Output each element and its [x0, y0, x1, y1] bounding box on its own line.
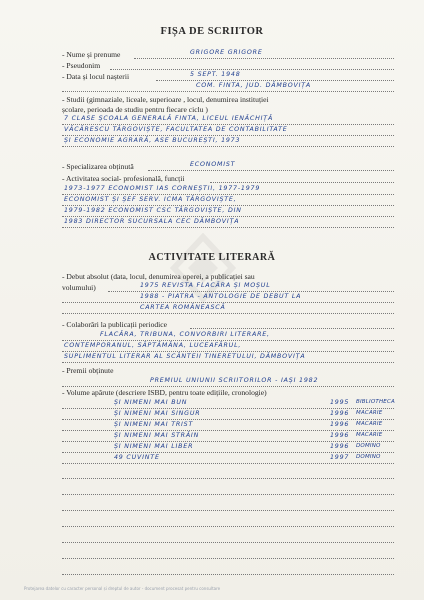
volume-title: ȘI NIMENI MAI BUN	[114, 399, 188, 406]
footer-text: Protejarea datelor cu caracter personal și dreptul de autor - document procesat pentru consultare	[24, 586, 221, 591]
volume-publisher: MACARIE	[356, 432, 383, 438]
dotted-line	[108, 291, 394, 292]
dotted-line	[62, 386, 394, 387]
dotted-line	[62, 91, 394, 92]
dotted-line	[62, 452, 394, 453]
dotted-line	[62, 574, 394, 575]
nume-label: - Nume și prenume	[62, 50, 121, 59]
nume-value: GRIGORE GRIGORE	[190, 49, 263, 56]
specializarea-label: - Specializarea obținută	[62, 162, 134, 171]
dotted-line	[62, 194, 394, 195]
studii-label-2: școlare, perioada de studiu pentru fiecare ciclu )	[62, 105, 208, 114]
volume-title: ȘI NIMENI MAI TRIST	[114, 421, 194, 428]
debut-label-1: - Debut absolut (data, locul, denumirea operei, a publicației sau	[62, 272, 255, 281]
locul-nasterii-value: COM. FINTA, JUD. DÂMBOVIȚA	[196, 82, 311, 89]
debut-value-1: 1975 REVISTA FLACĂRA ȘI MOȘUL	[140, 282, 271, 289]
dotted-line	[134, 58, 394, 59]
dotted-line	[62, 227, 394, 228]
activitatea-label: - Activitatea social- profesională, funcții	[62, 174, 185, 183]
volume-year: 1996	[330, 432, 350, 439]
dotted-line	[62, 216, 394, 217]
dotted-line	[190, 328, 394, 329]
volume-publisher: DOMINO	[356, 443, 381, 449]
debut-value-3: CARTEA ROMÂNEASCĂ	[140, 304, 226, 311]
studii-value-1: 7 CLASE ȘCOALA GENERALĂ FINTA, LICEUL IENĂCHIȚĂ	[64, 115, 274, 122]
dotted-line	[62, 463, 394, 464]
debut-label-2: volumului)	[62, 283, 96, 292]
dotted-line	[62, 558, 394, 559]
dotted-line	[148, 170, 394, 171]
data-nasterii-label: - Data și locul nașterii	[62, 72, 130, 81]
dotted-line	[62, 362, 394, 363]
dotted-line	[110, 69, 394, 70]
dotted-line	[62, 408, 394, 409]
dotted-line	[62, 313, 394, 314]
volume-year: 1996	[330, 421, 350, 428]
dotted-line	[62, 430, 394, 431]
volume-publisher: MACARIE	[356, 421, 383, 427]
premii-value: PREMIUL UNIUNII SCRIITORILOR - IAȘI 1982	[150, 377, 319, 384]
specializarea-value: ECONOMIST	[190, 161, 236, 168]
studii-label-1: - Studii (gimnaziale, liceale, superioare , locul, denumirea instituției	[62, 95, 269, 104]
dotted-line	[210, 182, 394, 183]
dotted-line	[62, 441, 394, 442]
volume-title: ȘI NIMENI MAI STRĂIN	[114, 432, 200, 439]
volume-year: 1995	[330, 399, 350, 406]
activitatea-value-3: 1979-1982 ECONOMIST CSC TÂRGOVIȘTE, DIN	[64, 207, 242, 214]
dotted-line	[62, 146, 394, 147]
dotted-line	[62, 135, 394, 136]
volume-publisher: DOMINO	[356, 454, 381, 460]
volume-label: - Volume apărute (descriere ISBD, pentru toate edițiile, cronologie)	[62, 388, 267, 397]
colaborari-value-1: FLACĂRA, TRIBUNA, CONVORBIRI LITERARE,	[100, 331, 270, 338]
section-title: ACTIVITATE LITERARĂ	[148, 252, 276, 263]
dotted-line	[62, 124, 394, 125]
volume-title: ȘI NIMENI MAI LIBER	[114, 443, 194, 450]
dotted-line	[156, 80, 394, 81]
volume-title: 49 CUVINTE	[114, 454, 160, 461]
dotted-line	[62, 302, 394, 303]
volume-year: 1997	[330, 454, 350, 461]
volume-publisher: BIBLIOTHECA	[356, 399, 395, 405]
document-title: FIȘA DE SCRIITOR	[160, 26, 264, 37]
activitatea-value-2: ECONOMIST ȘI ȘEF SERV. ICMA TÂRGOVIȘTE,	[64, 196, 237, 203]
dotted-line	[62, 526, 394, 527]
dotted-line	[62, 478, 394, 479]
colaborari-label: - Colaborări la publicații periodice	[62, 320, 168, 329]
volume-publisher: MACARIE	[356, 410, 383, 416]
studii-value-2: VĂCĂRESCU TÂRGOVIȘTE, FACULTATEA DE CONTABILITATE	[64, 126, 288, 133]
pseudonim-label: - Pseudonim	[62, 61, 101, 70]
dotted-line	[62, 510, 394, 511]
debut-value-2: 1988 - PIATRA - ANTOLOGIE DE DEBUT LA	[140, 293, 302, 300]
activitatea-value-1: 1973-1977 ECONOMIST IAS CORNEȘTII, 1977-1979	[64, 185, 261, 192]
dotted-line	[62, 494, 394, 495]
data-nasterii-value: 5 SEPT. 1948	[190, 71, 241, 78]
dotted-line	[62, 205, 394, 206]
volume-year: 1996	[330, 410, 350, 417]
colaborari-value-2: CONTEMPORANUL, SĂPTĂMÂNA, LUCEAFĂRUL,	[64, 342, 242, 349]
dotted-line	[62, 419, 394, 420]
colaborari-value-3: SUPLIMENTUL LITERAR AL SCÂNTEII TINERETULUI, DÂMBOVIȚA	[64, 353, 306, 360]
premii-label: - Premii obținute	[62, 366, 114, 375]
volume-year: 1996	[330, 443, 350, 450]
dotted-line	[62, 340, 394, 341]
studii-value-3: ȘI ECONOMIE AGRARĂ, ASE BUCUREȘTI, 1973	[64, 137, 241, 144]
dotted-line	[62, 351, 394, 352]
volume-title: ȘI NIMENI MAI SINGUR	[114, 410, 201, 417]
dotted-line	[62, 542, 394, 543]
activitatea-value-4: 1983 DIRECTOR SUCURSALA CEC DÂMBOVIȚA	[64, 218, 240, 225]
